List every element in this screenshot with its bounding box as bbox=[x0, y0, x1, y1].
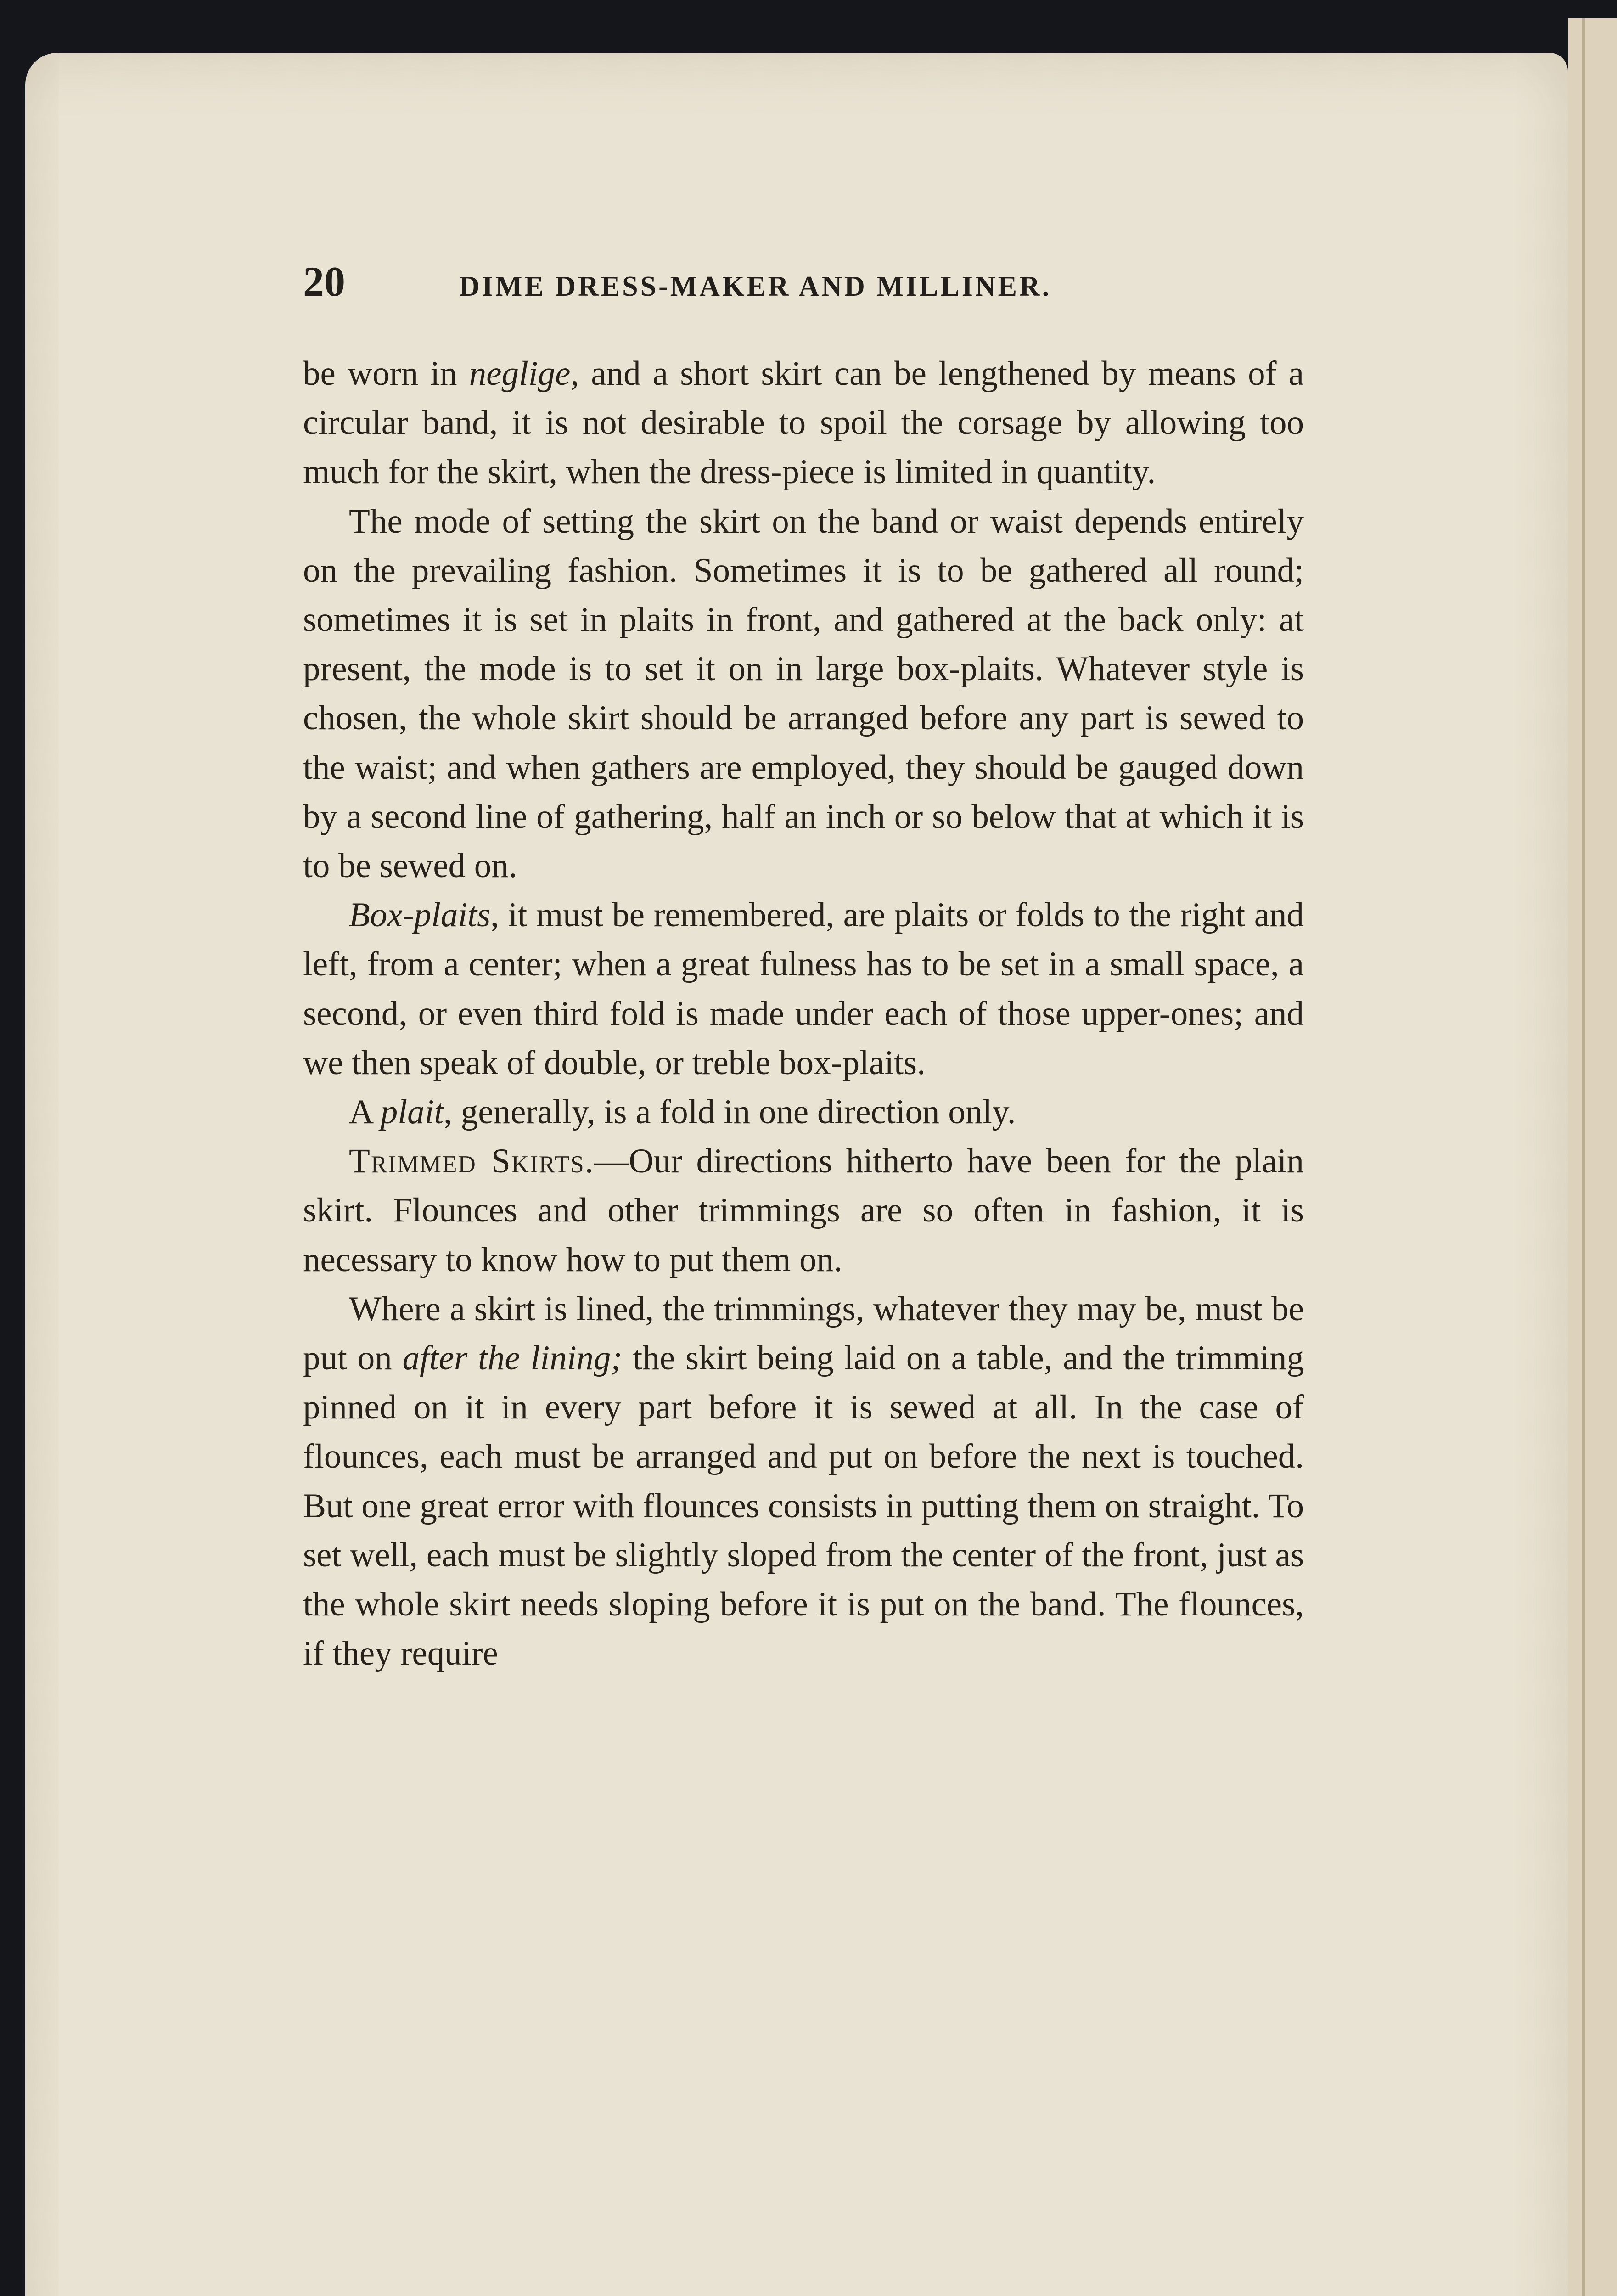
body-text bbox=[303, 349, 1304, 1678]
italic-text: after the lining; bbox=[402, 1339, 623, 1378]
facing-page-edge bbox=[1568, 18, 1617, 2296]
running-title: DIME DRESS-MAKER AND MILLINER. bbox=[459, 271, 1052, 302]
running-head bbox=[303, 257, 1313, 312]
paragraph-3 bbox=[303, 890, 1304, 1087]
paragraph-5 bbox=[303, 1137, 1304, 1284]
text-run: the skirt being laid on a table, and the trimming pinned on it in every part before it is sewed at all. In the case of flounces, each must be arranged and put on before the next is touched. But one great error with flounces consists in putting them on straight. To set well, each must be slightly sloped from the center of the front, just as the whole skirt needs sloping before it is put on the band. The flounces, if they require bbox=[303, 1339, 1304, 1673]
text-run: , and a short skirt can be lengthened by means of a circular band, it is not desirable to spoil the corsage by allowing too much for the skirt, when the dress-piece is limited in quantity. bbox=[303, 355, 1304, 491]
text-run: , generally, is a fold in one direction only. bbox=[444, 1093, 1016, 1131]
text-run: The mode of setting the skirt on the band or waist depends entirely on the prevailing fashion. Sometimes it is to be gathered all round; sometimes it is set in plaits in front, and gathered at the back only: at present, the mode is to set it on in large box-plaits. Whatever style is chosen, the whole skirt should be arranged before any part is sewed to the waist; and when gathers are employed, they should be gauged down by a second line of gathering, half an inch or so below that at which it is to be sewed on. bbox=[303, 502, 1304, 885]
italic-text: Box-plaits bbox=[349, 896, 491, 934]
text-run: be worn in bbox=[303, 355, 469, 393]
paragraph-1 bbox=[303, 349, 1304, 497]
text-run: A bbox=[349, 1093, 381, 1131]
italic-text: plait bbox=[380, 1093, 444, 1131]
section-heading: Trimmed Skirts. bbox=[349, 1142, 595, 1181]
italic-text: neglige bbox=[469, 355, 571, 393]
paragraph-4 bbox=[303, 1087, 1304, 1137]
paragraph-6 bbox=[303, 1284, 1304, 1678]
page-number: 20 bbox=[303, 258, 345, 305]
text-run: Where a skirt is lined, the trimmings, whatever they may be, must be put on bbox=[303, 1289, 1304, 1378]
paragraph-2 bbox=[303, 497, 1304, 891]
text-run: —Our directions hitherto have been for the plain skirt. Flounces and other trimmings are so often in fashion, it is necessary to know how to put them on. bbox=[303, 1142, 1304, 1279]
text-run: , it must be remembered, are plaits or folds to the right and left, from a center; when a great fulness has to be set in a small space, a second, or even third fold is made under each of those upper-ones; and we then speak of double, or treble box-plaits. bbox=[303, 896, 1304, 1082]
